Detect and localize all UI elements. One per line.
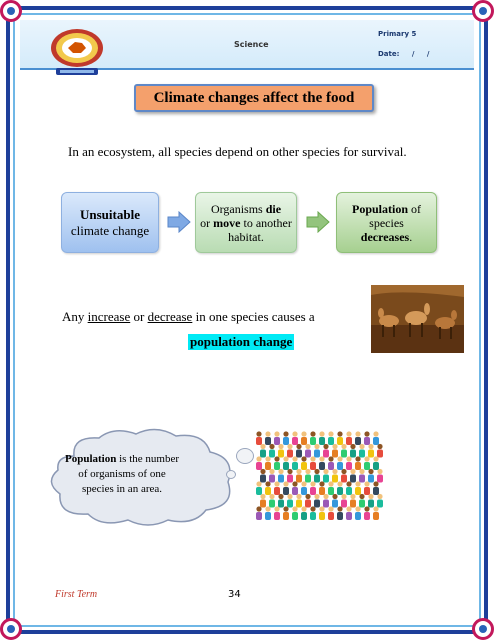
flow-box-effect-pre: Organisms <box>210 201 263 216</box>
definition-text <box>62 452 182 497</box>
population-change-sentence <box>62 309 315 325</box>
flow-box-effect-move: move <box>213 215 241 230</box>
population-change-highlight: population change <box>190 334 293 349</box>
flow-box-result-mid: of species <box>369 201 421 230</box>
lesson-title: Climate changes affect the food <box>134 84 374 112</box>
definition-body: is the number of organisms of one species in an area. <box>78 453 179 495</box>
flow-box-result <box>336 192 437 253</box>
date-slash: / <box>411 50 415 58</box>
word-or: or <box>133 309 145 324</box>
thought-bubble-dot <box>236 448 254 464</box>
page-number: 34 <box>228 589 241 600</box>
flow-box-result-period: . <box>409 229 413 244</box>
flow-box-cause-bold: Unsuitable <box>80 206 140 222</box>
flow-box-effect-post: to another habitat. <box>228 215 292 244</box>
thought-bubble-dot <box>226 470 236 479</box>
corner-ornament <box>472 618 494 640</box>
crowd-illustration <box>255 428 384 522</box>
date-field <box>378 50 429 58</box>
school-logo <box>46 26 108 80</box>
flow-box-result-population: Population <box>351 201 408 216</box>
grade-label: Primary 5 <box>378 30 417 38</box>
corner-ornament <box>0 618 22 640</box>
date-slash: / <box>426 50 430 58</box>
flow-box-result-decreases: decreases <box>360 229 410 244</box>
flow-box-effect-die: die <box>265 201 282 216</box>
right-arrow-icon <box>167 211 191 233</box>
subject-label: Science <box>234 40 269 49</box>
flow-box-effect <box>195 192 297 253</box>
corner-ornament <box>0 0 22 22</box>
flow-box-cause-text: climate change <box>70 222 150 238</box>
corner-ornament <box>472 0 494 22</box>
deer-photo <box>371 285 464 353</box>
word-increase: increase <box>87 309 131 324</box>
intro-text: In an ecosystem, all species depend on other species for survival. <box>68 144 407 159</box>
flow-box-effect-or: or <box>200 215 211 230</box>
right-arrow-icon <box>306 211 330 233</box>
definition-term: Population <box>65 453 117 465</box>
sentence-suffix: in one species causes a <box>195 309 315 324</box>
word-decrease: decrease <box>147 309 193 324</box>
footer-term: First Term <box>55 589 98 600</box>
sentence-prefix: Any <box>62 309 85 324</box>
date-label: Date: <box>378 50 400 58</box>
flow-box-cause <box>61 192 159 253</box>
